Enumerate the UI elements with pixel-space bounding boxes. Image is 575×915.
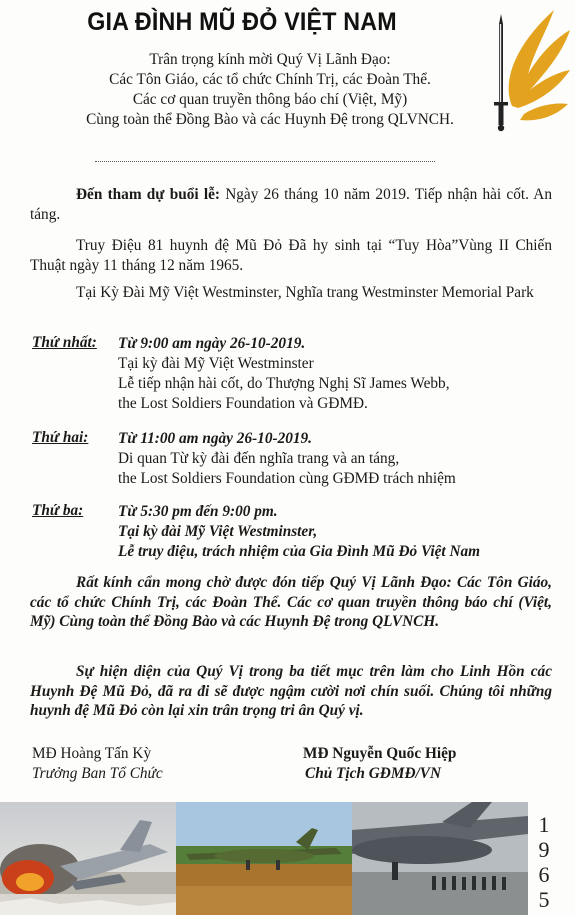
schedule-label-first: Thứ nhất: <box>32 334 97 351</box>
dotted-divider <box>95 160 435 162</box>
signature-right <box>303 744 456 784</box>
schedule-line: the Lost Soldiers Foundation cùng GĐMĐ trách nhiệm <box>118 470 456 487</box>
invitation-line: Trân trọng kính mời Quý Vị Lãnh Đạo: <box>149 51 391 68</box>
year-digit: 1 <box>538 812 550 837</box>
year-digit: 5 <box>538 887 550 912</box>
year-digit: 6 <box>538 862 550 887</box>
schedule-label-third: Thứ ba: <box>32 502 84 519</box>
gratitude-paragraph: Sự hiện diện của Quý Vị trong ba tiết mục trên làm cho Linh Hồn các Huynh Đệ Mũ Đỏ, đã ra đi sẽ được ngậm cười nơi chín suối. Chúng tôi những huynh đệ Mũ Đỏ còn lại xin trân trọng tri ân Quý vị. <box>30 663 552 719</box>
page-title: GIA ĐÌNH MŨ ĐỎ VIỆT NAM <box>87 8 397 36</box>
year-vertical <box>534 812 554 912</box>
event-date-text: Ngày 26 tháng 10 năm 2019. Tiếp nhận hài cốt. An táng. <box>30 186 552 223</box>
airborne-wing-logo-icon <box>484 2 572 142</box>
signature-left <box>32 744 163 784</box>
event-paragraph <box>30 185 552 224</box>
schedule-line: Tại kỳ đài Mỹ Việt Westminster, <box>118 523 318 540</box>
invitation-line: Các Tôn Giáo, các tổ chức Chính Trị, các Đoàn Thể. <box>109 71 431 88</box>
schedule-line: Di quan Từ kỳ đài đến nghĩa trang và an táng, <box>118 450 400 467</box>
schedule-time: Từ 9:00 am ngày 26-10-2019. <box>118 335 306 352</box>
invitation-line: Cùng toàn thể Đồng Bào và các Huynh Đệ trong QLVNCH. <box>86 111 454 128</box>
schedule-label-second: Thứ hai: <box>32 429 89 446</box>
schedule-time: Từ 11:00 am ngày 26-10-2019. <box>118 430 312 447</box>
paratroopers-photo <box>352 802 528 915</box>
photo-strip <box>0 802 528 915</box>
schedule-first <box>118 334 558 414</box>
schedule-second <box>118 429 558 489</box>
aircraft-field-photo <box>176 802 352 915</box>
year-digit: 9 <box>538 837 550 862</box>
invitation-block <box>55 50 485 130</box>
schedule-third <box>118 502 558 562</box>
schedule-line: Tại kỳ đài Mỹ Việt Westminster <box>118 355 314 372</box>
wreck-photo <box>0 802 176 915</box>
signer-name: MĐ Nguyễn Quốc Hiệp <box>303 745 457 762</box>
schedule-time: Từ 5:30 pm đến 9:00 pm. <box>118 503 278 520</box>
closing-paragraph: Rất kính cẩn mong chờ được đón tiếp Quý Vị Lãnh Đạo: Các Tôn Giáo, các tổ chức Chính Trị, các Đoàn Thể. Các cơ quan truyền thông báo chí (Việt, Mỹ) Cùng toàn thể Đồng Bào và các Huynh Đệ trong QLVNCH. <box>30 574 552 630</box>
memorial-paragraph: Truy Điệu 81 huynh đệ Mũ Đỏ Đã hy sinh tại “Tuy Hòa”Vùng II Chiến Thuật ngày 11 tháng 12 năm 1965. <box>30 237 552 274</box>
location-paragraph: Tại Kỳ Đài Mỹ Việt Westminster, Nghĩa trang Westminster Memorial Park <box>76 284 534 301</box>
event-lead: Đến tham dự buổi lễ: <box>76 186 220 203</box>
schedule-line: Lễ tiếp nhận hài cốt, do Thượng Nghị Sĩ James Webb, <box>118 375 450 392</box>
signer-role: Trưởng Ban Tổ Chức <box>32 765 163 782</box>
signer-name: MĐ Hoàng Tấn Kỳ <box>32 745 152 762</box>
schedule-line: the Lost Soldiers Foundation và GĐMĐ. <box>118 395 368 412</box>
signer-role: Chủ Tịch GĐMĐ/VN <box>305 765 441 782</box>
invitation-line: Các cơ quan truyền thông báo chí (Việt, Mỹ) <box>132 91 408 108</box>
schedule-line: Lễ truy điệu, trách nhiệm của Gia Đình Mũ Đỏ Việt Nam <box>118 543 481 560</box>
